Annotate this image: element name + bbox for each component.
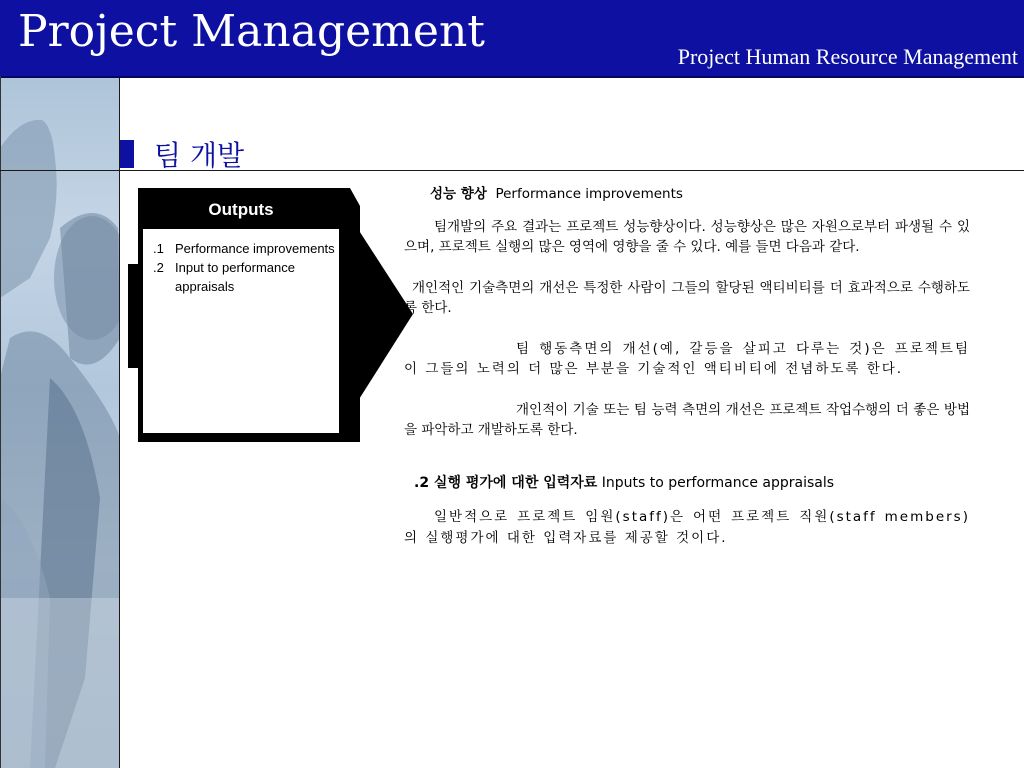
- paragraph-2: 개인적인 기술측면의 개선은 특정한 사람이 그들의 할당된 액티비티를 더 효과적으로 수행하도록 한다.: [404, 279, 970, 316]
- outputs-item-1: [153, 239, 335, 258]
- photo-divider: [119, 78, 120, 768]
- outputs-heading: Outputs: [143, 191, 339, 229]
- heading-inputs-to-appraisals: [414, 473, 970, 494]
- photo-illustration: [0, 78, 120, 768]
- heading1-english: Performance improvements: [495, 186, 683, 202]
- heading-performance-improvements: [430, 184, 970, 205]
- section-title: 팀 개발: [154, 139, 245, 172]
- outputs-item-text: Performance improvements: [175, 241, 335, 256]
- outputs-item-text: Input to performance appraisals: [175, 260, 295, 294]
- paragraph-5: 일반적으로 프로젝트 임원(staff)은 어떤 프로젝트 직원(staff members)의 실행평가에 대한 입력자료를 제공할 것이다.: [404, 509, 970, 546]
- section-marker-square: [120, 140, 134, 168]
- header-title: Project Management: [18, 6, 485, 57]
- heading1-korean: 성능 향상: [430, 186, 487, 202]
- paragraph-4: 개인적이 기술 또는 팀 능력 측면의 개선은 프로젝트 작업수행의 더 좋은 방법을 파악하고 개발하도록 한다.: [404, 401, 970, 438]
- outputs-item-number: .2: [153, 260, 164, 275]
- heading2-english: Inputs to performance appraisals: [601, 474, 835, 491]
- outputs-item-number: .1: [153, 241, 164, 256]
- outputs-item-2: [153, 258, 335, 296]
- heading2-korean: .2 실행 평가에 대한 입력자료: [414, 474, 598, 491]
- business-people-photo: [0, 78, 120, 768]
- left-edge-line: [0, 76, 1, 768]
- header-bar: [0, 0, 1024, 78]
- content-text: [404, 184, 970, 568]
- paragraph-1: 팀개발의 주요 결과는 프로젝트 성능향상이다. 성능향상은 많은 자원으로부터 파생될 수 있으며, 프로젝트 실행의 많은 영역에 영향을 줄 수 있다. 예를 들면 다음과 같다.: [404, 218, 970, 255]
- outputs-list: [153, 239, 335, 296]
- paragraph-3: 팀 행동측면의 개선(예, 갈등을 살피고 다루는 것)은 프로젝트팀이 그들의 노력의 더 많은 부분을 기술적인 액티비티에 전념하도록 한다.: [404, 340, 970, 377]
- outputs-box: [140, 188, 342, 436]
- header-subtitle: Project Human Resource Management: [677, 44, 1018, 69]
